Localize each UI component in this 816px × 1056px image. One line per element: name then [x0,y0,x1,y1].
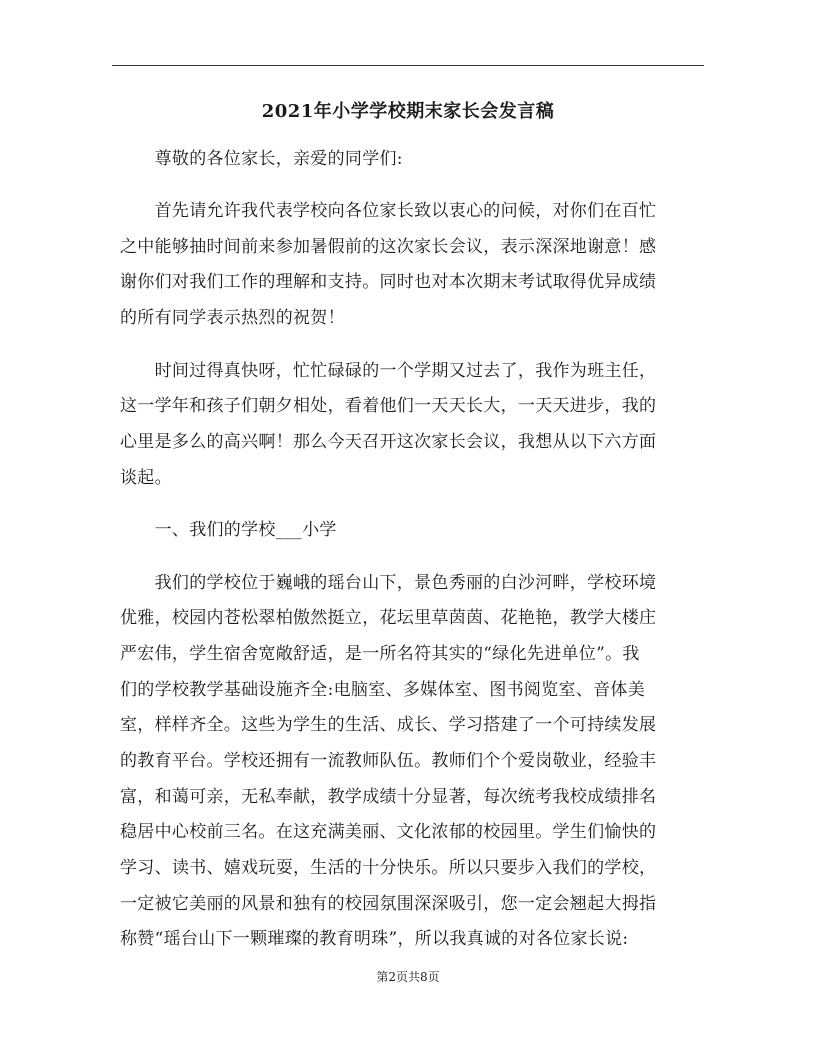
text-line: 的教育平台。学校还拥有一流教师队伍。教师们个个爱岗敬业，经验丰 [120,751,657,771]
text-line: 这一学年和孩子们朝夕相处，看着他们一天天长大，一天天进步，我的 [120,396,657,416]
text-line: 一定被它美丽的风景和独有的校园氛围深深吸引，您一定会翘起大拇指 [120,894,657,914]
text-line: 稳居中心校前三名。在这充满美丽、文化浓郁的校园里。学生们愉快的 [120,822,657,842]
document-title: 2021年小学学校期末家长会发言稿 [261,101,555,122]
text-line: 之中能够抽时间前来参加暑假前的这次家长会议，表示深深地谢意！感 [120,237,657,257]
text-line: 时间过得真快呀，忙忙碌碌的一个学期又过去了，我作为班主任， [120,361,657,381]
page-footer: 第2页共8页 [376,970,440,984]
text-line: 的所有同学表示热烈的祝贺！ [120,308,345,328]
text-line: 们的学校教学基础设施齐全:电脑室、多媒体室、图书阅览室、音体美 [120,680,646,700]
text-line: 首先请允许我代表学校向各位家长致以衷心的问候，对你们在百忙 [120,201,657,221]
text-line: 心里是多么的高兴啊！那么今天召开这次家长会议，我想从以下六方面 [120,432,657,452]
text-line: 优雅，校园内苍松翠柏傲然挺立，花坛里草茵茵、花艳艳，教学大楼庄 [120,608,657,628]
text-line: 我们的学校位于巍峨的瑶台山下，景色秀丽的白沙河畔，学校环境 [120,573,657,593]
text-line: 严宏伟，学生宿舍宽敞舒适，是一所名符其实的“绿化先进单位”。我 [120,644,640,664]
text-line: 谈起。 [120,468,172,488]
text-line: 谢你们对我们工作的理解和支持。同时也对本次期末考试取得优异成绩 [120,272,657,292]
text-line: 称赞“瑶台山下一颗璀璨的教育明珠”，所以我真诚的对各位家长说: [120,929,629,949]
text-line: 尊敬的各位家长，亲爱的同学们: [120,149,403,169]
text-line: 富，和蔼可亲，无私奉献，教学成绩十分显著，每次统考我校成绩排名 [120,787,657,807]
header-rule [112,65,704,66]
section-heading: 一、我们的学校___小学 [120,520,337,540]
text-line: 室，样样齐全。这些为学生的生活、成长、学习搭建了一个可持续发展 [120,715,657,735]
text-line: 学习、读书、嬉戏玩耍，生活的十分快乐。所以只要步入我们的学校， [120,858,657,878]
